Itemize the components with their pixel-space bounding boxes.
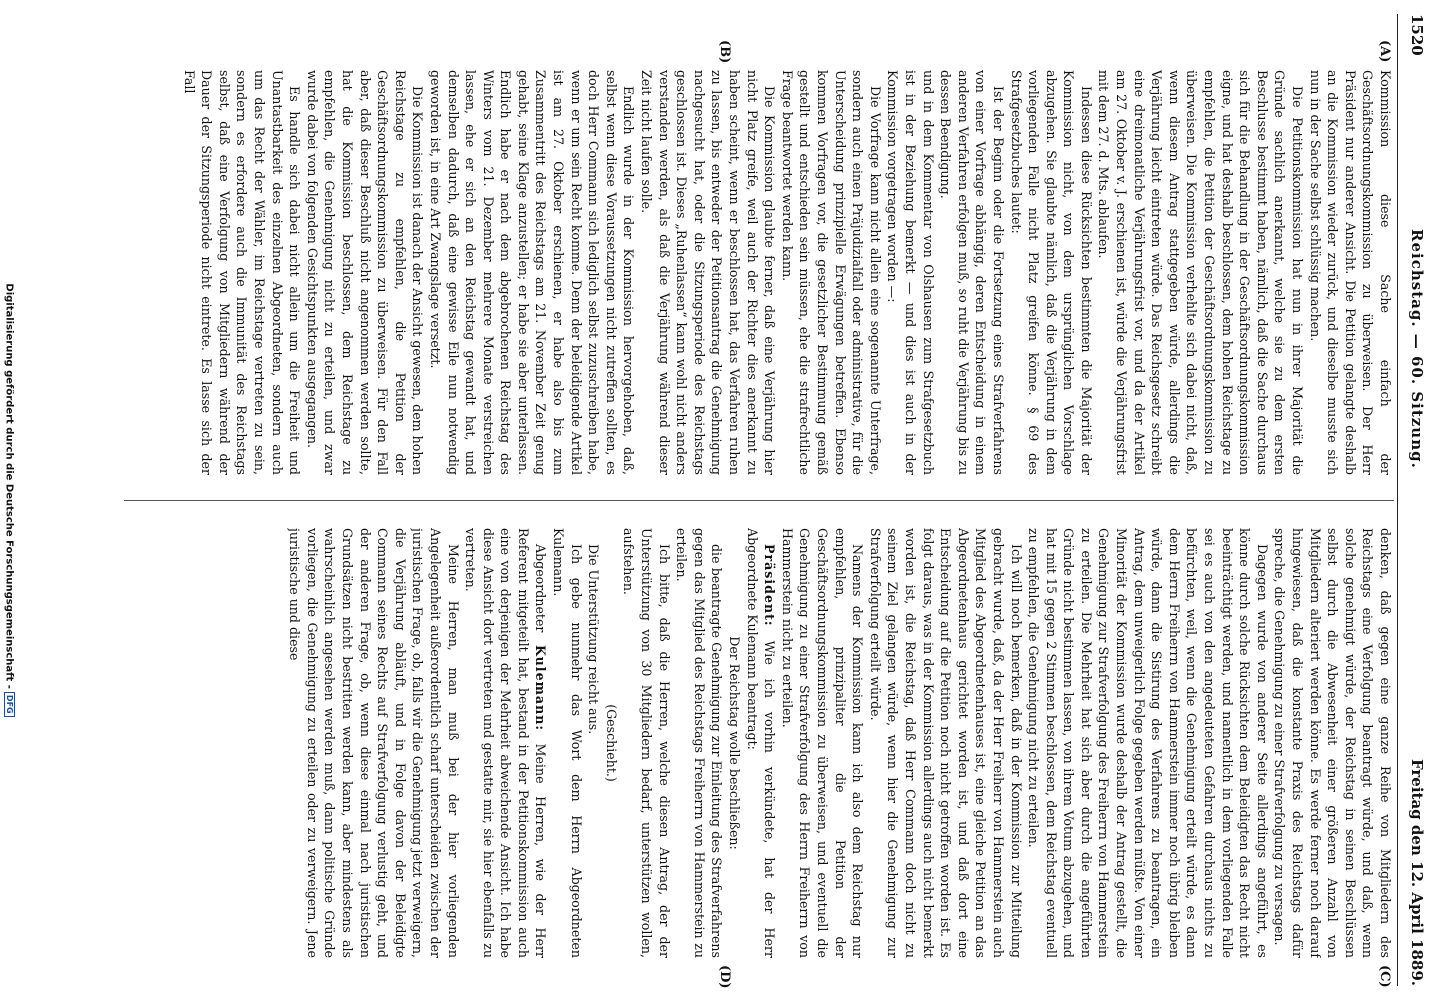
- paragraph: Namens der Kommission kann ich also dem Reichstag nur empfehlen, prinzipaliter die Petition der Geschäftsordnungskommission zu überweisen, und eventuell die Genehmigung zu einer Strafverfolgung des Herrn Freiherrn von Hammerstein nicht zu erteilen.: [779, 528, 866, 958]
- paragraph: Ist der Beginn oder die Fortsetzung eines Strafverfahrens von einer Vorfrage abhängig, deren Entscheidung in einem anderen Verfahren erfolgen muß, so ruht die Verjährung bis zu dessen Beendigung.: [938, 70, 1006, 475]
- paragraph: Die Kommission ist danach der Ansicht gewesen, dem hohen Reichstage zu empfehlen, die Petition der Geschäftsordnungskommission zu überweisen. Für den Fall aber, daß dieser Beschluß nicht angenommen werden sollte, hat die Kommission beschlossen, dem Reichstage zu empfehlen, die Genehmigung nicht zu erteilen, und zwar wurde dabei von folgenden Gesichtspunkten ausgegangen.: [304, 70, 426, 475]
- dfg-logo: DFG: [5, 692, 16, 717]
- speech-text: Wie ich vorhin verkündete, hat der Herr Abgeordnete Kulemann beantragt:: [744, 528, 778, 958]
- page-number: 1520: [1408, 14, 1426, 56]
- speech-text: Meine Herren, wie der Herr Referent mitgeteilt hat, bestand in der Petitionskommission auch eine von derjenigen der Mehrheit abweichende Ansicht. Ich habe diese Ansicht dort vertreten und gestatte mir, sie hier ebenfalls zu vertreten.: [463, 528, 549, 958]
- paragraph: Meine Herren, man muß bei der hier vorliegenden Angelegenheit außerordentlich scharf unterscheiden zwischen der juristischen Frage, ob, falls wir die Genehmigung jetzt verweigern, die Verjährung abläuft, und in Folge davon der Beleidigte Commann seines Rechts auf Strafverfolgung verlustig geht, und der anderen Frage, ob, wenn diese einmal nach juristischen Grundsätzen nicht bestritten werden kann, aber mindestens als wahrscheinlich angesehen werden muß, dann politische Gründe vorliegen, die Genehmigung zu erteilen oder zu verweigern. Jene juristische und diese: [287, 528, 461, 958]
- paragraph: Es handle sich dabei nicht allein um die Freiheit und Unantastbarkeit des einzelnen Abgeordneten, sondern auch um das Recht der Wähler, im Reichstage vertreten zu sein, sondern es erfordere auch die Immunität des Reichstags selbst, daß eine Verfolgung von Mitgliedern während der Dauer der Sitzungsperiode nicht eintrete. Es lasse sich der Fall: [181, 70, 303, 475]
- paragraph: Ich gebe nunmehr das Wort dem Herrn Abgeordneten Kulemann.: [551, 528, 584, 958]
- paragraph: Indessen diese Rücksichten bestimmten die Majorität der Kommission nicht, von dem ursprünglichen Vorschlage abzugehen. Sie glaubte nämlich, daß die Verjährung in dem vorliegenden Falle nicht Platz greifen könne. § 69 des Strafgesetzbuches lautet:: [1008, 70, 1094, 475]
- margin-mark-a: (A): [1377, 40, 1392, 63]
- motion-intro: Der Reichstag wolle beschließen:: [727, 636, 743, 850]
- right-column: [124, 528, 1394, 958]
- speaker-title: Abgeordneter: [533, 544, 549, 633]
- page-header: [1402, 14, 1432, 986]
- margin-mark-b: (B): [717, 40, 732, 64]
- event-note: (Geschieht.): [603, 704, 619, 782]
- footer-text: Digitalisierung gefördert durch die Deutsche Forschungsgemeinschaft -: [4, 283, 15, 689]
- paragraph: Kommission diese Sache einfach der Geschäftsordnungskommission zu überweisen. Der Herr Präsident nur anderer Ansicht. Die Petition gelangte deshalb an die Kommission wieder zurück, und dieselbe musste sich nun in der Sache selbst schlüssig machen.: [1307, 70, 1393, 475]
- session-date: Freitag den 12. April 1889.: [1408, 759, 1426, 986]
- paragraph: Ich will noch bemerken, daß in der Kommission zur Mitteilung gebracht wurde, daß, da der Herr Freiherr von Hammerstein auch Mitglied des Abgeordnetenhauses ist, eine gleiche Petition an das Abgeordnetenhaus gerichtet worden ist, und daß dort eine Entscheidung auf die Petition noch nicht getroffen worden ist. Es folgt daraus, was in der Kommission allerdings auch nicht bemerkt worden ist, die Reichstag, daß Herr Commann doch nicht zu seinem Ziel gelangen würde, wenn hier die Genehmigung zur Strafverfolgung erteilt würde.: [867, 528, 1024, 958]
- motion-text: die beantragte Genehmigung zur Einleitung des Strafverfahrens gegen das Mitglied des Reichstags Freiherrn von Hammerstein zu erteilen.: [674, 528, 725, 958]
- paragraph: Die Kommission glaubte ferner, daß eine Verjährung hier nicht Platz greife, weil auch der Richter dies anerkannt zu haben scheint, wenn er beschlossen hat, das Verfahren ruhen zu lassen, bis entweder der Petitionsantrag die Genehmigung nachgesucht hat, oder die Sitzungsperiode des Reichstags geschlossen ist. Dieses „Ruhenlassen“ kann wohl nicht anders verstanden werden, als daß die Verjährung während dieser Zeit nicht laufen solle.: [639, 70, 778, 475]
- left-column: [124, 70, 1394, 475]
- page-title: Reichstag. — 60. Sitzung.: [1408, 229, 1426, 469]
- paragraph: Endlich wurde in der Kommission hervorgehoben, daß, selbst wenn diese Voraussetzungen nicht zutreffen sollten, es doch Herr Commann sich lediglich selbst zuzuschreiben habe, wenn er um sein Recht komme. Denn der beleidigende Artikel ist am 27. Oktober erschienen, er habe also bis zum Zusammentritt des Reichstags am 21. November Zeit genug gehabt, seine Klage anzustellen; er habe sie aber unterlassen. Endlich habe er nach dem abgebrochenen Reichstag des Winters vom 21. Dezember mehrere Monate verstreichen lassen, ehe er sich an den Reichstag gewandt hat, und demselben dadurch, daß eine gewisse Eile nun notwendig geworden ist, in eine Art Zwangslage versetzt.: [427, 70, 637, 475]
- paragraph: Die Petitionskommission hat nun in ihrer Majorität die Gründe sachlich anerkannt, welche sie zu dem ersten Beschlusse bestimmt haben, nämlich, daß die Sache durchaus sich für die Behandlung in der Geschäftsordnungskommission eigne, und hat deshalb beschlossen, dem hohen Reichstage zu empfehlen, die Petition der Geschäftsordnungskommission zu überweisen. Die Kommission verhehlte sich dabei nicht, daß, wenn diesem Antrag stattgegeben würde, allerdings die Verjährung leicht eintreten würde. Das Reichsgesetz schreibt eine dreimonatliche Verjährungsfrist vor, und da der Artikel am 27. Oktober v. J. erschienen ist, würde die Verjährungsfrist mit dem 27. d. Mts. ablaufen.: [1096, 70, 1306, 475]
- paragraph: denken, daß gegen eine ganze Reihe von Mitgliedern des Reichstags eine Verfolgung beantragt würde, und daß, wenn solche genehmigt würde, der Reichstag in seinen Beschlüssen selbst durch die Abwesenheit einer größeren Anzahl von Mitgliedern alteriert werden könne. Es werde ferner noch darauf hingewiesen, daß die konstante Praxis des Reichstags dafür spreche, die Genehmigung zu einer Strafverfolgung zu versagen.: [1272, 528, 1393, 958]
- digitization-footer: [4, 0, 16, 1000]
- paragraph: Die Unterstützung reicht aus.: [586, 544, 602, 735]
- paragraph: und in dem Kommentar von Olshausen zum Strafgesetzbuch ist in der Beziehung bemerkt — und dies ist auch in der Kommission vorgetragen worden —:: [885, 70, 936, 475]
- paragraph: Ich bitte, daß die Herren, welche diesen Antrag, der der Unterstützung von 30 Mitgliedern bedarf, unterstützen wollen, aufstehen.: [621, 528, 672, 958]
- margin-mark-c: (C): [1377, 965, 1392, 988]
- column-divider: [124, 500, 1394, 501]
- paragraph: Die Vorfrage kann nicht allein eine sogenannte Unterfrage, sondern auch einen Präjudizialfall oder administrative, für die Unterscheidung prinzipielle Erwägungen betreffen. Ebenso kommen Vorfragen vor, die gesetzlicher Bestimmung gemäß gestellt und entschieden sein müssen, ehe die strafrechtliche Frage beantwortet werden kann.: [779, 70, 883, 475]
- header-rule: [1397, 14, 1398, 986]
- margin-mark-d: (D): [717, 965, 732, 989]
- paragraph: [743, 528, 778, 958]
- speaker-president: Präsident:: [762, 544, 778, 627]
- paragraph: Dagegen wurde von anderer Seite allerdings angeführt, es könne durch solche Rücksichten dem Beleidigten das Recht nicht beeinträchtigt werden, und namentlich in dem vorliegenden Falle sei es auch von den angedeuteten Gefahren durchaus nichts zu befürchten, weil, wenn die Genehmigung erteilt würde, es dann dem Herrn Freiherrn von Hammerstein immer noch übrig bleiben würde, dann die Sistirung des Verfahrens zu beantragen, ein Antrag, dem unweigerlich Folge gegeben werden müßte. Von einer Minorität der Kommission wurde deshalb der Antrag gestellt, die Genehmigung zur Strafverfolgung des Freiherrn von Hammerstein zu erteilen. Die Mehrheit hat sich aber durch die angeführten Gründe nicht bestimmen lassen, von ihrem Votum abzugehen, und hat mit 15 gegen 2 Stimmen beschlossen, dem Reichstag eventuell zu empfehlen, die Genehmigung nicht zu erteilen.: [1026, 528, 1270, 958]
- paragraph: [462, 528, 550, 958]
- speaker-kulemann: Kulemann:: [533, 644, 549, 732]
